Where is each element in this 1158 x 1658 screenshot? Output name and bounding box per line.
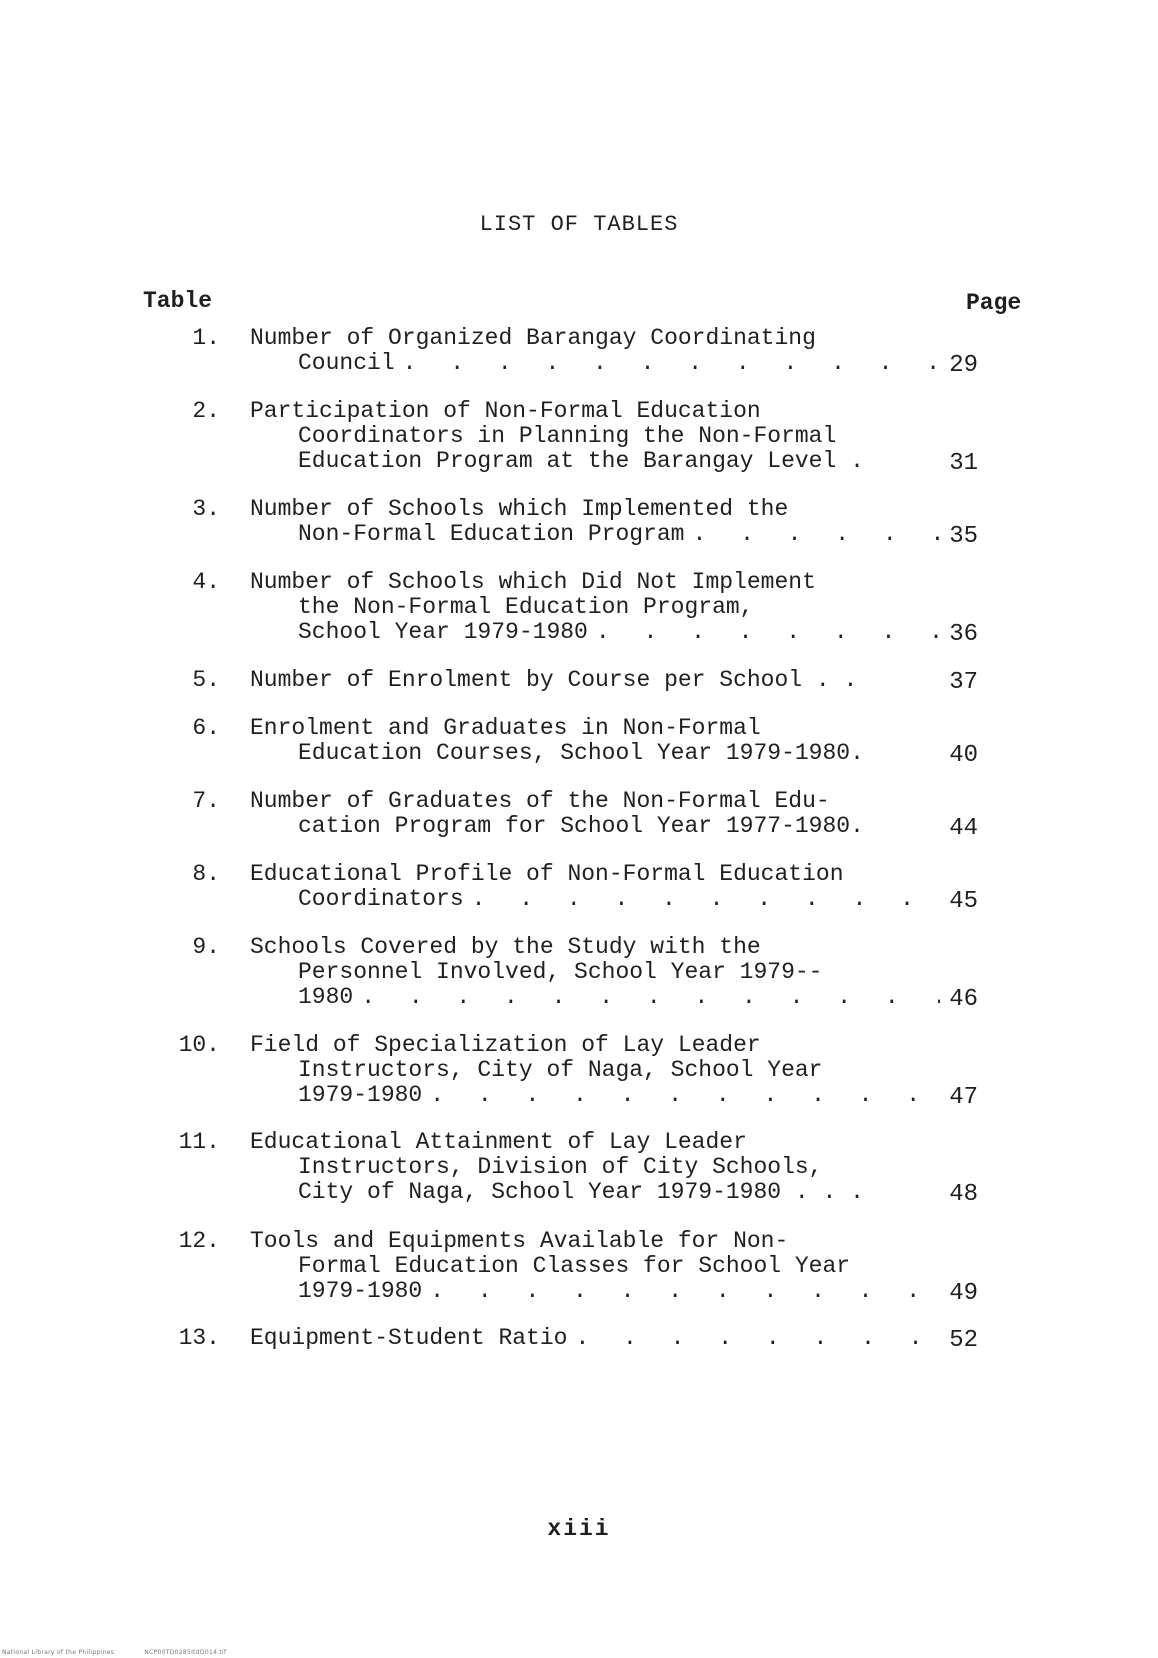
table-page-number: 37 — [949, 669, 978, 696]
table-title-line: Number of Organized Barangay Coordinating — [250, 325, 816, 351]
table-title-line: Number of Schools which Did Not Implement — [250, 569, 816, 595]
table-title-line: Number of Schools which Implemented the — [250, 496, 789, 522]
table-title-line: Number of Graduates of the Non-Formal Edu- — [250, 788, 830, 814]
table-number: 10. — [178, 1032, 220, 1058]
dot-leader — [361, 985, 940, 1010]
table-title — [250, 862, 940, 912]
dot-leader — [472, 887, 940, 912]
table-title-line: Tools and Equipments Available for Non- — [250, 1228, 789, 1254]
table-title — [250, 1326, 940, 1351]
table-title-line: Non-Formal Education Program — [298, 521, 685, 547]
table-page-number: 46 — [949, 986, 978, 1013]
table-number: 3. — [192, 496, 220, 522]
page-number: xiii — [547, 1516, 611, 1542]
table-title-line: Coordinators — [298, 886, 464, 912]
table-title — [250, 1229, 940, 1304]
table-number: 11. — [178, 1129, 220, 1155]
table-title-line: Participation of Non-Formal Education — [250, 398, 761, 424]
table-page-number: 48 — [949, 1181, 978, 1208]
table-number: 6. — [192, 715, 220, 741]
table-number: 2. — [192, 398, 220, 424]
table-title-last-line — [250, 668, 940, 693]
table-number: 13. — [178, 1325, 220, 1351]
table-title-line: cation Program for School Year 1977-1980. — [298, 813, 864, 839]
dot-leader — [430, 1279, 940, 1304]
table-title-line: Number of Enrolment by Course per School . . — [250, 667, 858, 693]
table-title-line: City of Naga, School Year 1979-1980 . . . — [298, 1179, 864, 1205]
table-title-last-line — [250, 1083, 940, 1108]
table-title — [250, 935, 940, 1010]
table-title-last-line — [250, 351, 940, 376]
table-title-line: Instructors, Division of City Schools, — [298, 1154, 823, 1180]
table-page-number: 45 — [949, 888, 978, 915]
table-title-line: 1980 — [298, 984, 354, 1010]
table-title-line: the Non-Formal Education Program, — [298, 594, 754, 620]
dot-leader — [403, 351, 940, 376]
table-title — [250, 497, 940, 547]
table-title-line: Enrolment and Graduates in Non-Formal — [250, 715, 761, 741]
table-title-last-line — [250, 1279, 940, 1304]
table-title-last-line — [250, 449, 940, 474]
table-title — [250, 1130, 940, 1205]
table-title-last-line — [250, 620, 940, 645]
table-title-line: School Year 1979-1980 — [298, 619, 588, 645]
scan-stamp-library: National Library of the Philippines — [2, 1649, 115, 1656]
table-number: 7. — [192, 788, 220, 814]
dot-leader — [575, 1326, 940, 1351]
table-title-last-line — [250, 741, 940, 766]
table-title-line: Schools Covered by the Study with the — [250, 934, 761, 960]
table-title-line: Field of Specialization of Lay Leader — [250, 1032, 761, 1058]
table-title-last-line — [250, 1326, 940, 1351]
table-title — [250, 789, 940, 839]
scan-stamp-file-code: NCP00TD0285ItdD014.tif — [144, 1649, 227, 1656]
table-page-number: 52 — [949, 1327, 978, 1354]
table-page-number: 49 — [949, 1280, 978, 1307]
table-title — [250, 716, 940, 766]
table-number: 1. — [192, 325, 220, 351]
table-number: 12. — [178, 1228, 220, 1254]
table-page-number: 47 — [949, 1084, 978, 1111]
table-title — [250, 668, 940, 693]
table-number: 5. — [192, 667, 220, 693]
table-page-number: 40 — [949, 742, 978, 769]
table-title-line: Instructors, City of Naga, School Year — [298, 1057, 823, 1083]
table-title-line: Education Program at the Barangay Level . — [298, 448, 864, 474]
column-header-table: Table — [143, 288, 213, 314]
table-page-number: 44 — [949, 815, 978, 842]
table-page-number: 29 — [949, 352, 978, 379]
table-title-line: Coordinators in Planning the Non-Formal — [298, 423, 837, 449]
table-number: 4. — [192, 569, 220, 595]
table-title-line: Equipment-Student Ratio — [250, 1325, 568, 1351]
scan-stamp — [2, 1649, 226, 1656]
table-number: 8. — [192, 861, 220, 887]
dot-leader — [430, 1083, 940, 1108]
table-title-last-line — [250, 887, 940, 912]
table-title — [250, 1033, 940, 1108]
table-title-last-line — [250, 1180, 940, 1205]
table-page-number: 31 — [949, 450, 978, 477]
page-title: LIST OF TABLES — [479, 212, 679, 237]
table-title — [250, 326, 940, 376]
table-title-line: Council — [298, 350, 395, 376]
table-title-line: Education Courses, School Year 1979-1980. — [298, 740, 864, 766]
dot-leader — [596, 620, 940, 645]
table-title-last-line — [250, 985, 940, 1010]
table-title-line: Formal Education Classes for School Year — [298, 1253, 851, 1279]
table-title-line: Educational Profile of Non-Formal Education — [250, 861, 844, 887]
table-title — [250, 399, 940, 474]
table-title-line: 1979-1980 — [298, 1082, 423, 1108]
table-title-line: 1979-1980 — [298, 1278, 423, 1304]
table-title-last-line — [250, 522, 940, 547]
table-title-line: Educational Attainment of Lay Leader — [250, 1129, 747, 1155]
dot-leader — [692, 522, 940, 547]
table-title-line: Personnel Involved, School Year 1979-- — [298, 959, 823, 985]
table-title-last-line — [250, 814, 940, 839]
column-header-page: Page — [966, 290, 1022, 316]
table-title — [250, 570, 940, 645]
table-number: 9. — [192, 934, 220, 960]
table-page-number: 35 — [949, 523, 978, 550]
table-page-number: 36 — [949, 621, 978, 648]
